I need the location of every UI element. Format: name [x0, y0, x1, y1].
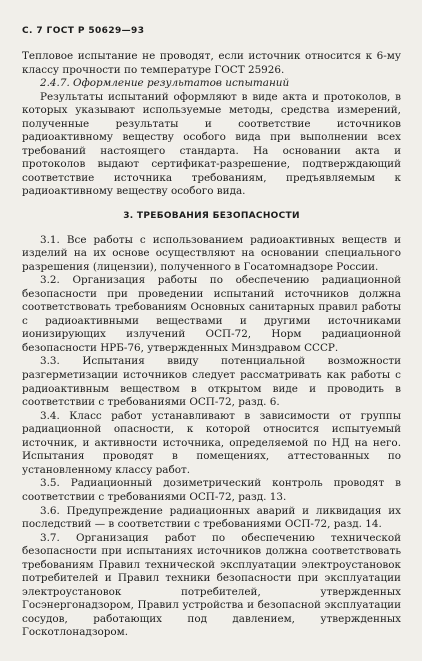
paragraph-results: Результаты испытаний оформляют в виде акта и протоколов, в которых указывают используемые методы, средства измерений, полученные результаты и соответствие источников радиоактивному веществу особого вида при выполнении всех требований настоящего стандарта. На основании акта и протоколов выдают сертификат-разрешение, подтверждающий соответствие источника требованиям, предъявляемым к радиоактивному веществу особого вида. [22, 90, 401, 198]
clause-3-7: 3.7. Организация работ по обеспечению технической безопасности при испытаниях источников должна соответствовать требованиям Правил технической эксплуатации электроустановок потребителей и Правил техники безопасности при эксплуатации электроустановок потребителей, утвержденных Госэнергонадзором, Правил устройства и безопасной эксплуатации сосудов, работающих под давлением, утвержденных Госкотлонадзором. [22, 531, 401, 639]
clause-3-1: 3.1. Все работы с использованием радиоактивных веществ и изделий на их основе осуществляют на основании специального разрешения (лицензии), полученного в Госатомнадзоре России. [22, 233, 401, 273]
paragraph-thermal-test: Тепловое испытание не проводят, если источник относится к 6-му классу прочности по температуре ГОСТ 25926. [22, 50, 401, 76]
subsection-heading-results: 2.4.7. Оформление результатов испытаний [40, 77, 290, 90]
page-header: С. 7 ГОСТ Р 50629—93 [22, 26, 145, 36]
clause-3-5: 3.5. Радиационный дозиметрический контроль проводят в соответствии с требованиями ОСП-72, разд. 13. [22, 477, 401, 503]
clause-3-6: 3.6. Предупреждение радиационных аварий и ликвидация их последствий — в соответствии с требованиями ОСП-72, разд. 14. [22, 504, 401, 531]
document-body [22, 50, 401, 640]
section-title: 3. ТРЕБОВАНИЯ БЕЗОПАСНОСТИ [123, 211, 300, 222]
clause-3-4: 3.4. Класс работ устанавливают в зависимости от группы радиационной опасности, к которой относится испытуемый источник, и активности источника, определяемой по НД на него. Испытания проводят в помещениях, аттестованных по установленному классу работ. [22, 409, 401, 476]
clause-3-2: 3.2. Организация работы по обеспечению радиационной безопасности при проведении испытаний источников должна соответствовать требованиям Основных санитарных правил работы с радиоактивными веществами и другими источниками ионизирующих излучений ОСП-72, Норм радиационной безопасности НРБ-76, утвержденных Минздравом СССР. [22, 274, 401, 354]
clause-3-3: 3.3. Испытания ввиду потенциальной возможности разгерметизации источников следует рассматривать как работы с радиоактивным веществом в открытом виде и проводить в соответствии с требованиями ОСП-72, разд. 6. [22, 355, 401, 409]
